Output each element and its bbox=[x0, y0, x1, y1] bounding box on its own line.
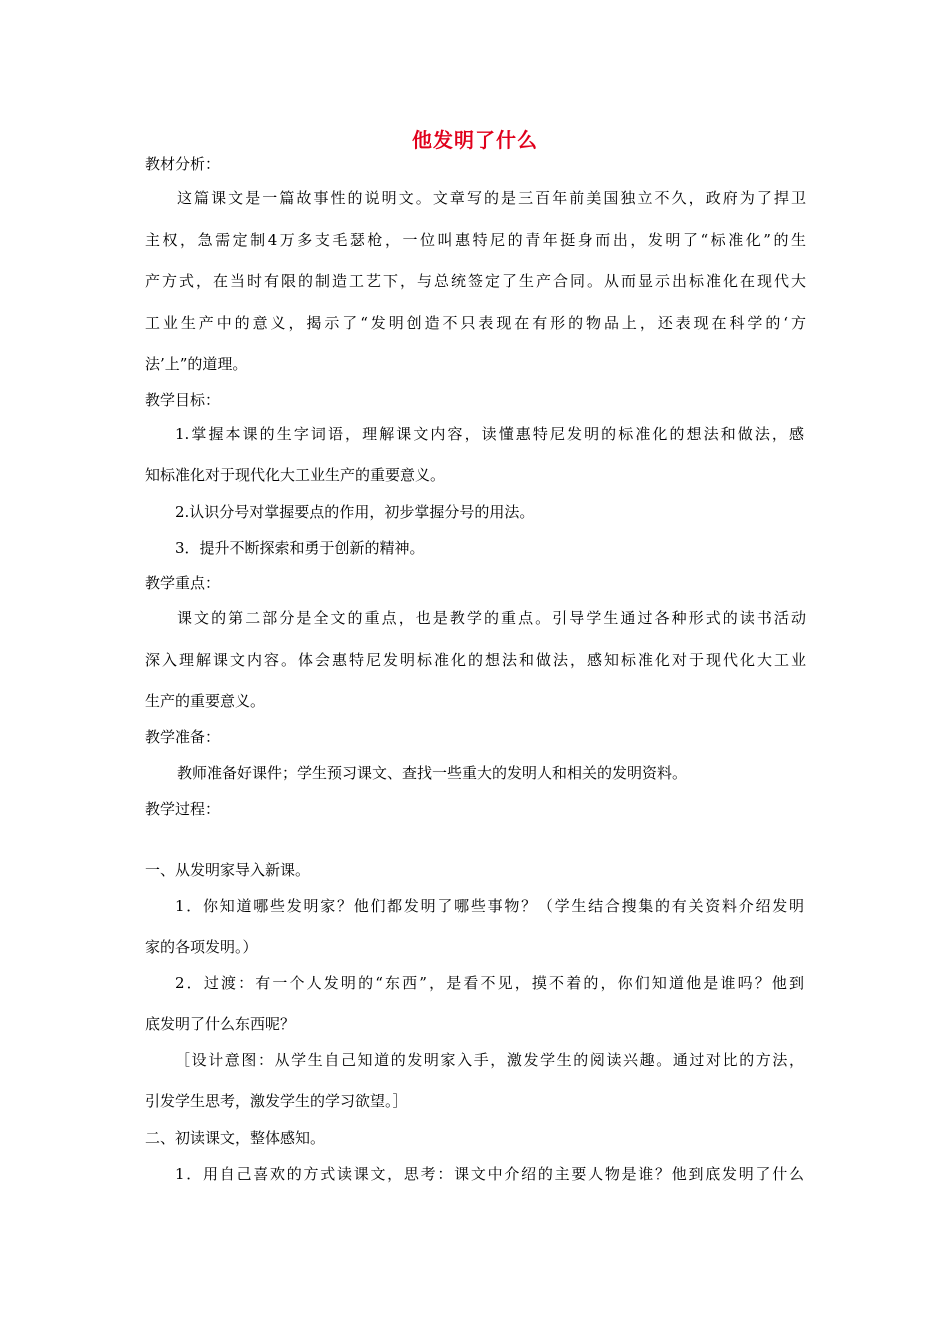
process-line: 底发明了什么东西呢？ bbox=[145, 1015, 296, 1033]
process-line: 2．过渡：有一个人发明的“东西”，是看不见，摸不着的，你们知道他是谁吗？他到 bbox=[175, 974, 804, 992]
heading-analysis: 教材分析： bbox=[145, 155, 221, 173]
heading-key-points: 教学重点： bbox=[145, 574, 221, 592]
heading-process: 教学过程： bbox=[145, 800, 221, 818]
goal-line: 3．提升不断探索和勇于创新的精神。 bbox=[175, 539, 425, 557]
preparation-text: 教师准备好课件；学生预习课文、查找一些重大的发明人和相关的发明资料。 bbox=[177, 764, 688, 782]
goal-line: 知标准化对于现代化大工业生产的重要意义。 bbox=[145, 466, 446, 484]
heading-goals: 教学目标： bbox=[145, 391, 221, 409]
process-line: 一、从发明家导入新课。 bbox=[145, 861, 311, 879]
heading-preparation: 教学准备： bbox=[145, 728, 221, 746]
key-line: 生产的重要意义。 bbox=[145, 692, 266, 710]
process-line: 二、初读课文，整体感知。 bbox=[145, 1129, 326, 1147]
goal-line: 2.认识分号对掌握要点的作用，初步掌握分号的用法。 bbox=[175, 503, 535, 521]
key-line: 深入理解课文内容。体会惠特尼发明标准化的想法和做法，感知标准化对于现代化大工业 bbox=[145, 651, 806, 669]
process-line: 1．用自己喜欢的方式读课文，思考：课文中介绍的主要人物是谁？他到底发明了什么 bbox=[175, 1165, 804, 1183]
goal-line: 1.掌握本课的生字词语，理解课文内容，读懂惠特尼发明的标准化的想法和做法，感 bbox=[175, 425, 804, 443]
process-line: 引发学生思考，激发学生的学习欲望。］ bbox=[145, 1092, 408, 1110]
analysis-line: 产方式，在当时有限的制造工艺下，与总统签定了生产合同。从而显示出标准化在现代大 bbox=[145, 272, 806, 290]
analysis-line: 这篇课文是一篇故事性的说明文。文章写的是三百年前美国独立不久，政府为了捍卫 bbox=[177, 189, 806, 207]
process-line: 家的各项发明。） bbox=[145, 938, 258, 956]
process-line: 1．你知道哪些发明家？他们都发明了哪些事物？（学生结合搜集的有关资料介绍发明 bbox=[175, 897, 804, 915]
document-title: 他发明了什么 bbox=[412, 128, 538, 152]
analysis-line: 法’上”的道理。 bbox=[145, 355, 248, 373]
key-line: 课文的第二部分是全文的重点，也是教学的重点。引导学生通过各种形式的读书活动 bbox=[177, 609, 806, 627]
analysis-line: 工业生产中的意义，揭示了“发明创造不只表现在有形的物品上，还表现在科学的‘方 bbox=[145, 314, 806, 332]
process-line: ［设计意图：从学生自己知道的发明家入手，激发学生的阅读兴趣。通过对比的方法， bbox=[175, 1051, 804, 1069]
analysis-line: 主权，急需定制4万多支毛瑟枪，一位叫惠特尼的青年挺身而出，发明了“标准化”的生 bbox=[145, 231, 806, 249]
